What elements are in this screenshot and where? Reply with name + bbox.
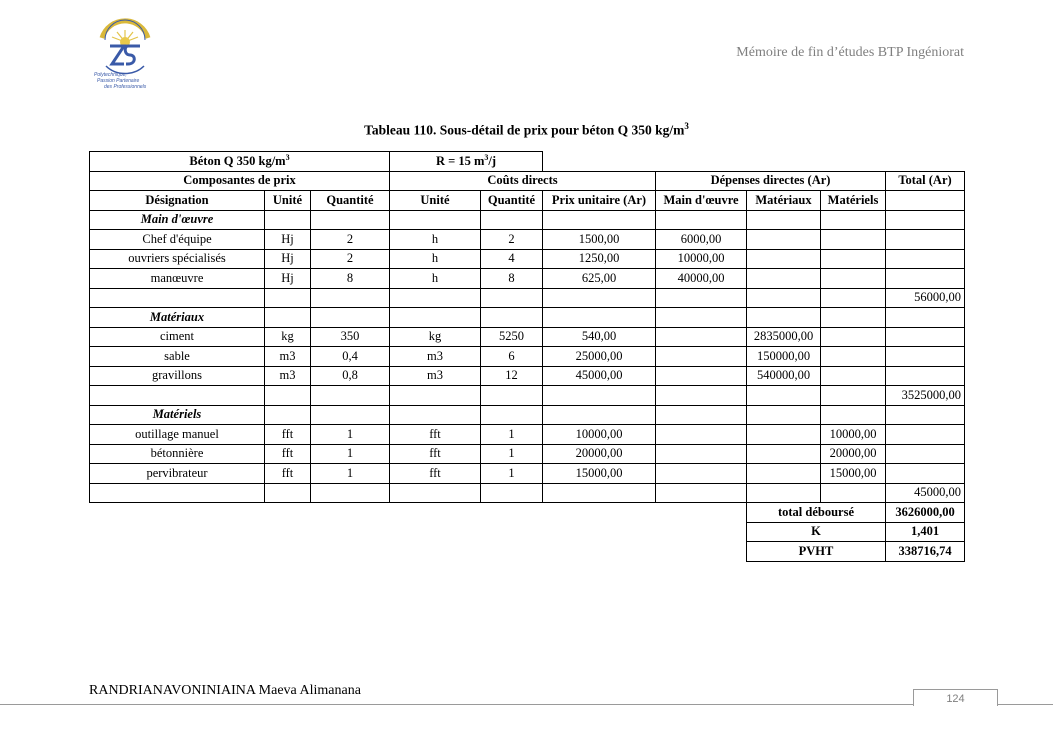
empty-cell — [90, 483, 265, 503]
summary-value: 338716,74 — [886, 542, 965, 562]
empty-cell — [265, 483, 311, 503]
section-title: Matériaux — [90, 308, 265, 328]
table-cell: fft — [265, 425, 311, 445]
table-cell: fft — [265, 444, 311, 464]
table-cell: 2835000,00 — [747, 327, 821, 347]
subtotal-row — [90, 288, 965, 308]
empty-cell — [747, 210, 821, 230]
column-header-row — [90, 191, 965, 211]
table-cell: Hj — [265, 269, 311, 289]
empty-cell — [886, 464, 965, 484]
table-cell: m3 — [390, 347, 481, 367]
column-header: Désignation — [90, 191, 265, 211]
blank-cell — [90, 542, 747, 562]
empty-cell — [656, 308, 747, 328]
group-composantes: Composantes de prix — [90, 171, 390, 191]
table-cell: h — [390, 230, 481, 250]
empty-cell — [656, 386, 747, 406]
table-cell: 1 — [481, 464, 543, 484]
table-cell: kg — [390, 327, 481, 347]
table-cell — [747, 425, 821, 445]
table-cell: m3 — [390, 366, 481, 386]
table-cell: 1 — [481, 444, 543, 464]
empty-cell — [886, 308, 965, 328]
table-cell: 0,8 — [311, 366, 390, 386]
empty-cell — [311, 405, 390, 425]
table-cell: 350 — [311, 327, 390, 347]
table-row — [90, 327, 965, 347]
table-cell: 6 — [481, 347, 543, 367]
empty-cell — [481, 405, 543, 425]
table-cell: 40000,00 — [656, 269, 747, 289]
table-cell: h — [390, 249, 481, 269]
table-cell: outillage manuel — [90, 425, 265, 445]
column-header: Matériaux — [747, 191, 821, 211]
section-title-row — [90, 405, 965, 425]
empty-cell — [886, 249, 965, 269]
section-title: Main d'œuvre — [90, 210, 265, 230]
table-cell: 2 — [311, 249, 390, 269]
table-cell: 10000,00 — [656, 249, 747, 269]
table-cell: fft — [390, 464, 481, 484]
table-cell: sable — [90, 347, 265, 367]
empty-cell — [656, 288, 747, 308]
column-header: Main d'œuvre — [656, 191, 747, 211]
footer-divider — [0, 704, 1053, 705]
empty-cell — [265, 288, 311, 308]
summary-row — [90, 503, 965, 523]
table-cell — [747, 464, 821, 484]
empty-cell — [311, 483, 390, 503]
table-cell: fft — [390, 444, 481, 464]
empty-cell — [821, 288, 886, 308]
table-row — [90, 230, 965, 250]
table-cell: 0,4 — [311, 347, 390, 367]
table-cell — [656, 327, 747, 347]
table-cell: m3 — [265, 347, 311, 367]
table-title-row — [90, 152, 965, 172]
column-header: Prix unitaire (Ar) — [543, 191, 656, 211]
table-cell: 4 — [481, 249, 543, 269]
section-title-row — [90, 210, 965, 230]
table-cell: ciment — [90, 327, 265, 347]
summary-row — [90, 522, 965, 542]
empty-cell — [390, 386, 481, 406]
table-row — [90, 249, 965, 269]
table-caption — [0, 121, 1053, 139]
table-cell: 15000,00 — [543, 464, 656, 484]
table-cell: pervibrateur — [90, 464, 265, 484]
empty-cell — [656, 405, 747, 425]
table-cell — [656, 444, 747, 464]
column-header: Quantité — [481, 191, 543, 211]
column-header: Unité — [265, 191, 311, 211]
yield-sup: 3 — [484, 153, 489, 163]
empty-cell — [481, 210, 543, 230]
table-cell: 10000,00 — [543, 425, 656, 445]
table-cell — [656, 366, 747, 386]
section-title-row — [90, 308, 965, 328]
table-row — [90, 269, 965, 289]
table-caption-text: Tableau 110. Sous-détail de prix pour béton Q 350 kg/m — [364, 122, 685, 138]
group-header-row — [90, 171, 965, 191]
empty-cell — [481, 308, 543, 328]
group-total: Total (Ar) — [886, 171, 965, 191]
group-depenses-directes: Dépenses directes (Ar) — [656, 171, 886, 191]
table-cell: 6000,00 — [656, 230, 747, 250]
column-header: Unité — [390, 191, 481, 211]
logo-caption — [94, 72, 146, 90]
empty-cell — [821, 405, 886, 425]
table-row — [90, 425, 965, 445]
empty-cell — [886, 444, 965, 464]
blank-cell — [543, 152, 965, 172]
yield-suffix: /j — [488, 154, 497, 169]
table-cell: 540000,00 — [747, 366, 821, 386]
subtotal-value: 45000,00 — [886, 483, 965, 503]
summary-row — [90, 542, 965, 562]
logo-caption-line: Polytechnique, — [94, 72, 127, 78]
empty-cell — [886, 230, 965, 250]
empty-cell — [265, 386, 311, 406]
empty-cell — [390, 288, 481, 308]
empty-cell — [747, 386, 821, 406]
table-cell — [821, 249, 886, 269]
yield-text: R = 15 m — [435, 154, 485, 169]
empty-cell — [265, 308, 311, 328]
section-title: Matériels — [90, 405, 265, 425]
empty-cell — [543, 405, 656, 425]
empty-cell — [821, 483, 886, 503]
table-cell: bétonnière — [90, 444, 265, 464]
empty-cell — [821, 210, 886, 230]
empty-cell — [747, 483, 821, 503]
empty-cell — [886, 327, 965, 347]
table-cell: kg — [265, 327, 311, 347]
table-cell — [656, 464, 747, 484]
table-cell — [747, 249, 821, 269]
subtotal-row — [90, 483, 965, 503]
empty-cell — [543, 483, 656, 503]
column-header: Quantité — [311, 191, 390, 211]
empty-cell — [886, 347, 965, 367]
empty-cell — [821, 386, 886, 406]
empty-cell — [481, 288, 543, 308]
table-cell: 12 — [481, 366, 543, 386]
table-row — [90, 444, 965, 464]
empty-cell — [886, 269, 965, 289]
table-cell: 1 — [311, 464, 390, 484]
table-cell: 20000,00 — [821, 444, 886, 464]
empty-cell — [747, 288, 821, 308]
table-cell — [821, 230, 886, 250]
table-cell: Hj — [265, 249, 311, 269]
empty-cell — [543, 308, 656, 328]
column-header: Matériels — [821, 191, 886, 211]
table-cell — [747, 269, 821, 289]
empty-cell — [90, 288, 265, 308]
column-header-blank — [886, 191, 965, 211]
table-row — [90, 347, 965, 367]
table-cell: manœuvre — [90, 269, 265, 289]
table-cell: m3 — [265, 366, 311, 386]
empty-cell — [481, 386, 543, 406]
empty-cell — [390, 483, 481, 503]
table-cell: 10000,00 — [821, 425, 886, 445]
table-row — [90, 366, 965, 386]
summary-label: K — [747, 522, 886, 542]
table-cell: 8 — [311, 269, 390, 289]
table-cell: 150000,00 — [747, 347, 821, 367]
empty-cell — [886, 210, 965, 230]
table-cell: 1500,00 — [543, 230, 656, 250]
logo-caption-line: Passion Partenaire — [97, 78, 140, 84]
group-couts-directs: Coûts directs — [390, 171, 656, 191]
table-cell: gravillons — [90, 366, 265, 386]
summary-value: 3626000,00 — [886, 503, 965, 523]
table-cell: 1 — [311, 444, 390, 464]
table-cell: 45000,00 — [543, 366, 656, 386]
table-cell — [747, 444, 821, 464]
table-cell: h — [390, 269, 481, 289]
empty-cell — [886, 366, 965, 386]
table-cell — [821, 366, 886, 386]
summary-label: PVHT — [747, 542, 886, 562]
subtotal-value: 56000,00 — [886, 288, 965, 308]
table-cell — [821, 269, 886, 289]
blank-cell — [90, 522, 747, 542]
table-cell: Hj — [265, 230, 311, 250]
empty-cell — [311, 308, 390, 328]
table-cell: Chef d'équipe — [90, 230, 265, 250]
table-cell: 25000,00 — [543, 347, 656, 367]
logo-caption-line: des Professionnels — [104, 84, 147, 90]
table-caption-sup: 3 — [684, 121, 689, 131]
table-cell: 625,00 — [543, 269, 656, 289]
empty-cell — [886, 405, 965, 425]
subtotal-row — [90, 386, 965, 406]
table-cell: 5250 — [481, 327, 543, 347]
empty-cell — [265, 405, 311, 425]
table-cell — [747, 230, 821, 250]
blank-cell — [90, 503, 747, 523]
table-cell: 15000,00 — [821, 464, 886, 484]
table-cell — [821, 327, 886, 347]
summary-label: total déboursé — [747, 503, 886, 523]
empty-cell — [311, 210, 390, 230]
table-cell: 1 — [311, 425, 390, 445]
table-row — [90, 464, 965, 484]
table-cell: 1250,00 — [543, 249, 656, 269]
empty-cell — [821, 308, 886, 328]
empty-cell — [390, 308, 481, 328]
table-cell: ouvriers spécialisés — [90, 249, 265, 269]
table-cell — [821, 347, 886, 367]
empty-cell — [265, 210, 311, 230]
table-cell — [656, 347, 747, 367]
table-cell: fft — [265, 464, 311, 484]
yield-cell — [390, 152, 543, 172]
empty-cell — [747, 405, 821, 425]
concrete-title-cell — [90, 152, 390, 172]
table-cell: 540,00 — [543, 327, 656, 347]
empty-cell — [656, 210, 747, 230]
empty-cell — [390, 405, 481, 425]
author-name: RANDRIANAVONINIAINA Maeva Alimanana — [89, 683, 361, 698]
empty-cell — [481, 483, 543, 503]
table-cell — [656, 425, 747, 445]
empty-cell — [90, 386, 265, 406]
running-title: Mémoire de fin d’études BTP Ingéniorat — [736, 45, 964, 60]
table-cell: 2 — [481, 230, 543, 250]
empty-cell — [543, 210, 656, 230]
concrete-title-text: Béton Q 350 kg/m — [189, 154, 286, 169]
summary-value: 1,401 — [886, 522, 965, 542]
price-breakdown-table — [89, 151, 965, 562]
empty-cell — [311, 386, 390, 406]
empty-cell — [747, 308, 821, 328]
empty-cell — [886, 425, 965, 445]
page-number: 124 — [913, 689, 998, 706]
subtotal-value: 3525000,00 — [886, 386, 965, 406]
empty-cell — [311, 288, 390, 308]
concrete-title-sup: 3 — [285, 153, 290, 163]
empty-cell — [656, 483, 747, 503]
empty-cell — [543, 288, 656, 308]
table-cell: 20000,00 — [543, 444, 656, 464]
empty-cell — [543, 386, 656, 406]
table-cell: 2 — [311, 230, 390, 250]
empty-cell — [390, 210, 481, 230]
table-cell: 8 — [481, 269, 543, 289]
table-cell: fft — [390, 425, 481, 445]
table-cell: 1 — [481, 425, 543, 445]
